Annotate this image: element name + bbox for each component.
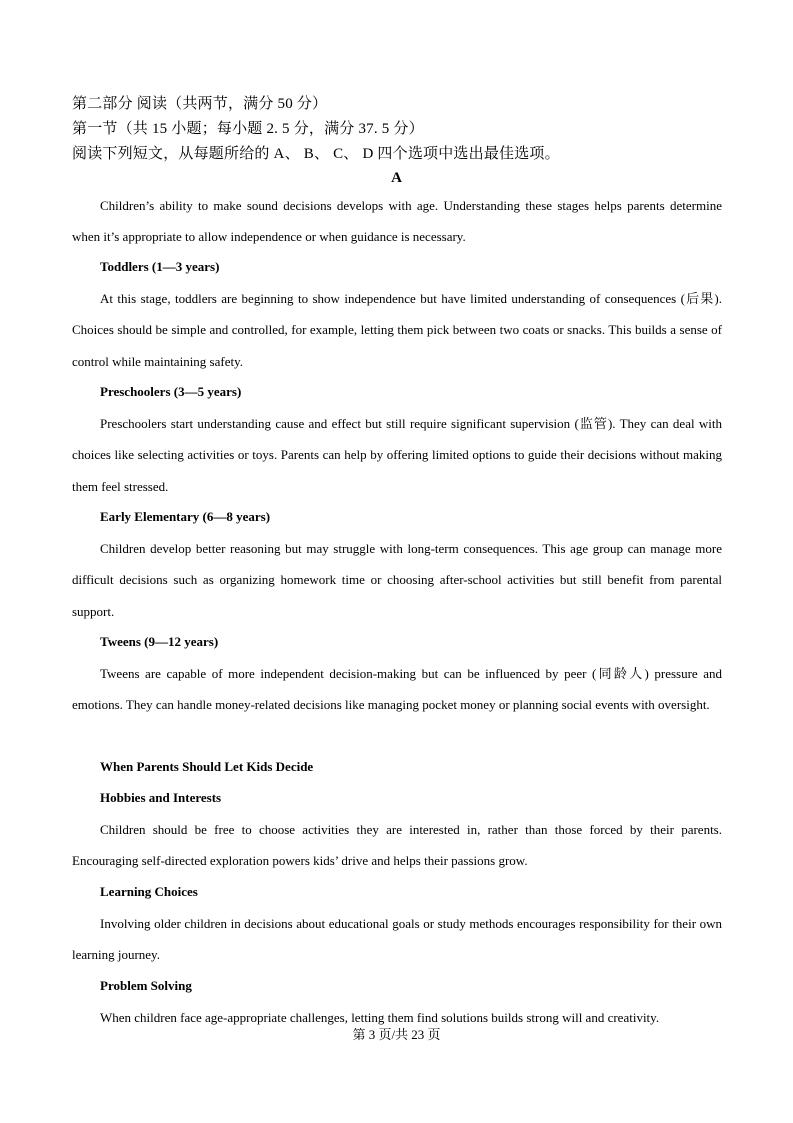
subsection-text-hobbies: Children should be free to choose activities they are interested in, rather than those forced by their parents. Encouraging self-directed exploration powers kids’ drive and helps their passions grow.: [72, 822, 722, 869]
subsection-text-learning: Involving older children in decisions about educational goals or study methods encourages responsibility for their own learning journey.: [72, 916, 722, 963]
section-text-toddlers: At this stage, toddlers are beginning to show independence but have limited understanding of consequences (后果). Choices should be simple and controlled, for example, letting them pick between two coats or snacks. This builds a sense of control while maintaining safety.: [72, 291, 722, 369]
section-heading-early-elementary: Early Elementary (6—8 years): [100, 509, 271, 524]
subsection-heading-hobbies: Hobbies and Interests: [100, 790, 222, 805]
subsection-heading-learning: Learning Choices: [100, 884, 198, 899]
subsection-text-problem-solving: When children face age-appropriate challenges, letting them find solutions builds strong will and creativity.: [100, 1010, 660, 1025]
section-heading: 第一节（共 15 小题；每小题 2. 5 分，满分 37. 5 分）: [72, 121, 424, 137]
section-text-preschoolers: Preschoolers start understanding cause and effect but still require significant supervision (监管). They can deal with choices like selecting activities or toys. Parents can help by offering limited options to guide their decisions without making them feel stressed.: [72, 416, 722, 494]
intro-paragraph: Children’s ability to make sound decisions develops with age. Understanding these stages helps parents determine when it’s appropriate to allow independence or when guidance is necessary.: [72, 198, 722, 245]
section-heading-toddlers: Toddlers (1—3 years): [100, 259, 220, 274]
section-heading-preschoolers: Preschoolers (3—5 years): [100, 384, 242, 399]
section-text-tweens: Tweens are capable of more independent decision-making but can be influenced by peer (同龄人) pressure and emotions. They can handle money-related decisions like managing pocket money or planning social events with oversight.: [72, 666, 722, 713]
subsection-heading-problem-solving: Problem Solving: [100, 978, 192, 993]
instruction-text: 阅读下列短文，从每题所给的 A、 B、 C、 D 四个选项中选出最佳选项。: [72, 146, 560, 162]
passage-letter: A: [391, 170, 402, 186]
page-number: 第 3 页/共 23 页: [352, 1027, 441, 1042]
part-heading: 第二部分 阅读（共两节，满分 50 分）: [72, 96, 328, 112]
section-text-early-elementary: Children develop better reasoning but may struggle with long-term consequences. This age group can manage more difficult decisions such as organizing homework time or choosing after-school activities but still benefit from parental support.: [72, 541, 722, 619]
section-heading-tweens: Tweens (9—12 years): [100, 634, 219, 649]
when-parents-heading: When Parents Should Let Kids Decide: [100, 759, 314, 774]
